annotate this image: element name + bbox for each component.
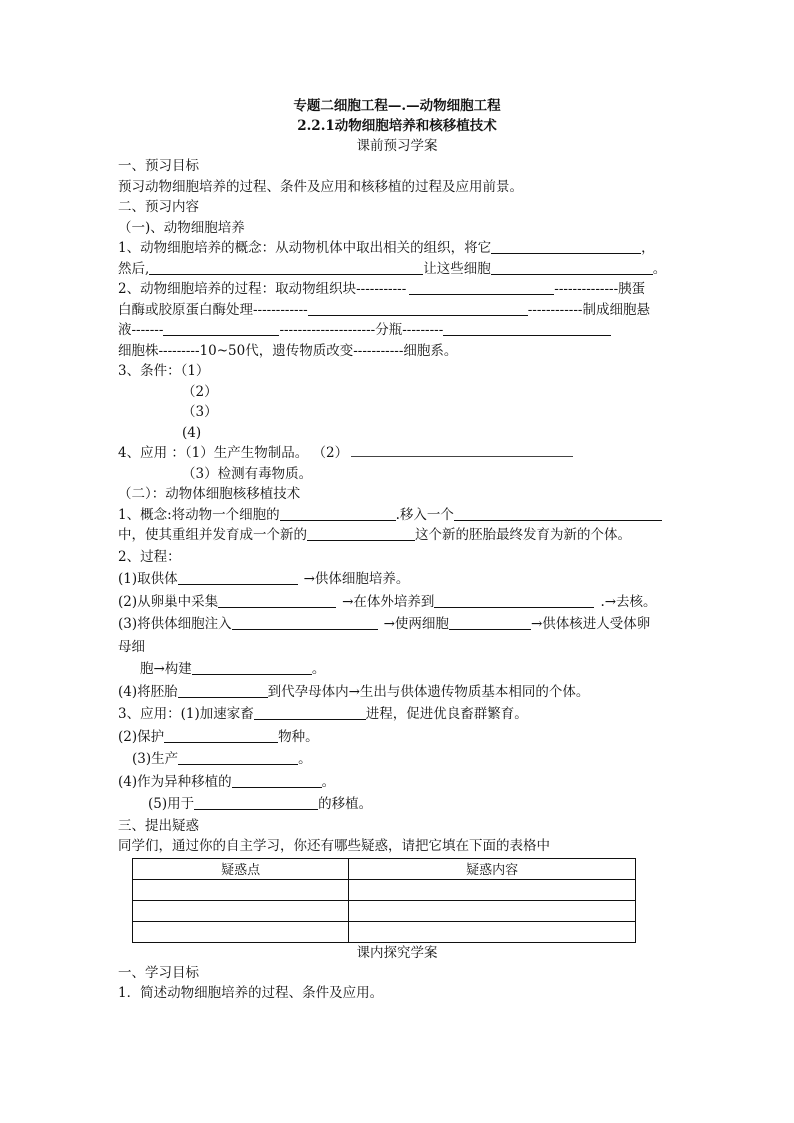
q-nt-concept-line1: 1、概念:将动物一个细胞的 .移入一个 bbox=[118, 505, 676, 526]
blank-field[interactable] bbox=[308, 301, 528, 316]
q-nt-step1: (1)取供体 →供体细胞培养。 bbox=[118, 571, 410, 587]
table-header-cell: 疑惑点 bbox=[133, 858, 349, 879]
q-concept-line2: 然后, 让这些细胞 。 bbox=[118, 260, 667, 277]
table-row bbox=[133, 900, 636, 921]
table-cell[interactable] bbox=[133, 921, 349, 942]
q-nt-application5: (5)用于 的移植。 bbox=[148, 796, 373, 812]
q-application-line1: 4、应用 ：（1）生产生物制品。 （2） bbox=[118, 443, 676, 464]
subsection-nuclear-transfer: （二）：动物体细胞核移植技术 bbox=[118, 486, 301, 502]
subsection-cell-culture: （一)、动物细胞培养 bbox=[118, 219, 245, 236]
learn-heading: 一、学习目标 bbox=[118, 964, 199, 981]
learn-item-1: 1．简述动物细胞培养的过程、条件及应用。 bbox=[118, 985, 384, 1001]
blank-field[interactable] bbox=[178, 750, 298, 765]
blank-field[interactable] bbox=[218, 593, 336, 608]
table-cell[interactable] bbox=[349, 879, 636, 900]
blank-field[interactable] bbox=[163, 321, 279, 336]
q-concept-line1: 1、动物细胞培养的概念：从动物机体中取出相关的组织，将它 ， bbox=[118, 240, 655, 256]
q-conditions-3: （3） bbox=[182, 404, 218, 420]
q-nt-process: 2、过程： bbox=[118, 548, 181, 565]
q-process-line1: 2、动物细胞培养的过程：取动物组织块----------- --------------胰蛋 bbox=[118, 281, 646, 297]
blank-field[interactable] bbox=[351, 447, 573, 457]
table-row bbox=[133, 921, 636, 942]
blank-field[interactable] bbox=[254, 705, 366, 720]
table-cell[interactable] bbox=[349, 921, 636, 942]
worksheet-page bbox=[118, 96, 676, 1004]
table-cell[interactable] bbox=[133, 900, 349, 921]
blank-field[interactable] bbox=[178, 683, 268, 698]
blank-field[interactable] bbox=[449, 615, 531, 630]
section-in-heading: 课内探究学案 bbox=[356, 944, 438, 961]
blank-field[interactable] bbox=[491, 239, 641, 254]
table-header-row bbox=[133, 858, 636, 879]
goal-heading: 一、预习目标 bbox=[118, 158, 199, 174]
blank-field[interactable] bbox=[178, 570, 298, 585]
blank-field[interactable] bbox=[307, 526, 415, 541]
doubt-heading: 三、提出疑惑 bbox=[118, 817, 199, 834]
q-nt-application4: (4)作为异种移植的 。 bbox=[118, 773, 336, 790]
q-conditions: 3、条件：（1） bbox=[118, 363, 210, 379]
blank-field[interactable] bbox=[454, 506, 662, 521]
blank-field[interactable] bbox=[194, 795, 318, 810]
q-nt-step4: (4)将胚胎 到代孕母体内→生出与供体遗传物质基本相同的个体。 bbox=[118, 683, 590, 700]
q-nt-step3: (3)将供体细胞注入 →使两细胞 →供体核进人受体卵 bbox=[118, 616, 651, 632]
blank-field[interactable] bbox=[192, 660, 312, 675]
q-nt-step2: (2)从卵巢中采集 →在体外培养到 .→去核。 bbox=[118, 593, 657, 610]
table-row bbox=[133, 879, 636, 900]
q-conditions-2: （2） bbox=[182, 383, 218, 400]
q-nt-application3: (3)生产 。 bbox=[132, 751, 312, 767]
q-process-line2: 白酶或胶原蛋白酶处理------------ ------------制成细胞悬 bbox=[118, 301, 650, 318]
q-nt-concept-line2: 中，使其重组并发育成一个新的 这个新的胚胎最终发育为新的个体。 bbox=[118, 527, 631, 543]
blank-field[interactable] bbox=[443, 321, 611, 336]
doubt-text: 同学们，通过你的自主学习，你还有哪些疑惑，请把它填在下面的表格中 bbox=[118, 838, 550, 854]
blank-field[interactable] bbox=[491, 260, 653, 275]
section-pre-heading: 课前预习学案 bbox=[356, 138, 438, 154]
q-application-line2: （3）检测有毒物质。 bbox=[182, 465, 313, 482]
blank-field[interactable] bbox=[434, 593, 594, 608]
blank-field[interactable] bbox=[164, 728, 278, 743]
q-process-line3: 液------- ---------------------分瓶--------- bbox=[118, 320, 676, 341]
q-nt-application2: (2)保护 物种。 bbox=[118, 728, 319, 745]
doc-subtitle: 2.2.1动物细胞培养和核移植技术 bbox=[297, 118, 497, 134]
blank-field[interactable] bbox=[409, 280, 554, 295]
table-header-cell: 疑惑内容 bbox=[349, 858, 636, 879]
goal-text: 预习动物细胞培养的过程、条件及应用和核移植的过程及应用前景。 bbox=[118, 178, 523, 195]
table-cell[interactable] bbox=[133, 879, 349, 900]
doc-title: 专题二细胞工程—.—动物细胞工程 bbox=[293, 98, 501, 114]
blank-field[interactable] bbox=[280, 506, 396, 521]
doubt-table bbox=[132, 858, 636, 943]
q-nt-step3-end: 胞→构建 。 bbox=[140, 661, 326, 677]
content-heading: 二、预习内容 bbox=[118, 199, 199, 215]
blank-field[interactable] bbox=[232, 615, 378, 630]
table-cell[interactable] bbox=[349, 900, 636, 921]
q-conditions-4: (4) bbox=[182, 424, 202, 441]
q-nt-application1: 3、应用：(1)加速家畜 进程，促进优良畜群繁育。 bbox=[118, 706, 528, 722]
blank-field[interactable] bbox=[149, 260, 423, 275]
blank-field[interactable] bbox=[232, 773, 322, 788]
q-process-line4: 细胞株---------10~50代，遗传物质改变-----------细胞系。 bbox=[118, 342, 458, 359]
q-nt-step3-cont: 母细 bbox=[118, 638, 145, 655]
